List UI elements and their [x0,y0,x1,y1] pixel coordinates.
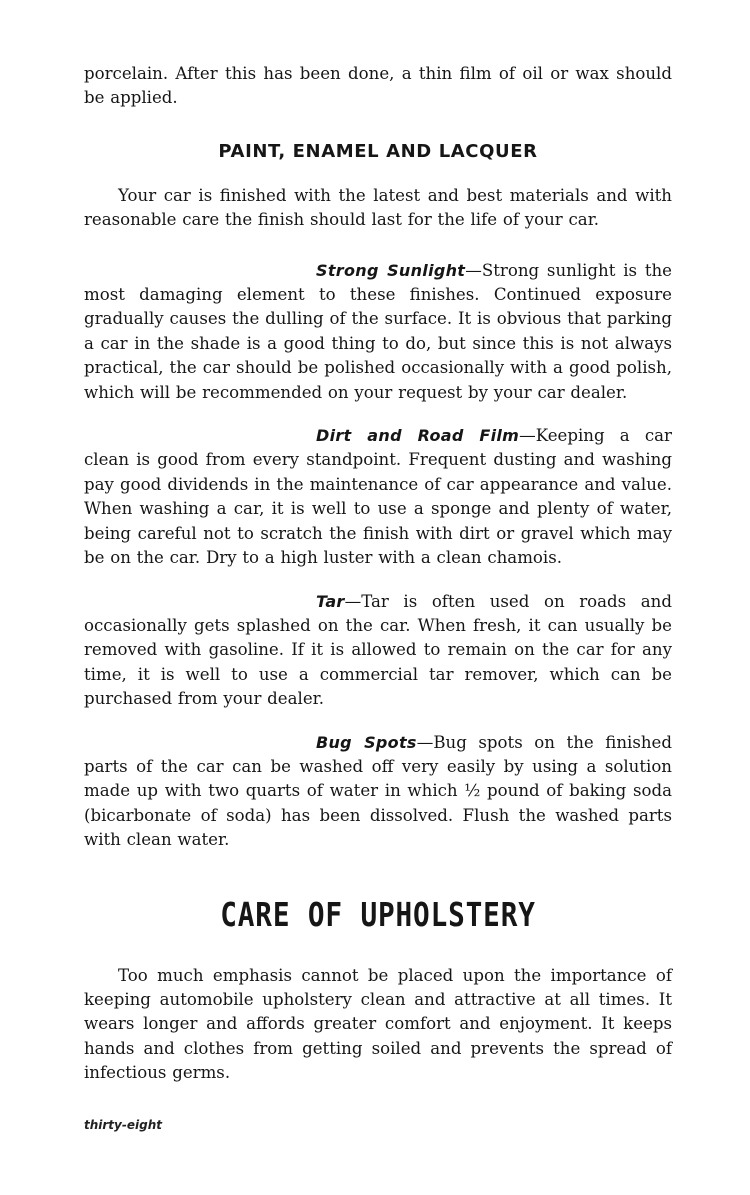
upholstery-paragraph: Too much emphasis cannot be placed upon the importance of keeping automobile upholstery clean and attractive at all times. It wears longer and affords greater comfort and enjoyment. It keeps hands and clothes from getting soiled and prevents the spread of infectious germs. [84,965,672,1083]
page-number: thirty-eight [84,1118,162,1132]
tar-title: Tar [316,591,345,611]
strong-sunlight-title: Strong Sunlight [316,260,466,280]
paint-intro-paragraph: Your car is finished with the latest and best materials and with reasonable care the finish should last for the life of your car. [84,185,672,230]
run-in-dash: — [519,426,536,446]
run-in-dash: — [344,591,362,611]
run-in-dash: — [416,732,434,752]
bug-spots-title: Bug Spots [316,732,417,752]
section-heading-upholstery: CARE OF UPHOLSTERY [220,894,536,934]
run-in-dash: — [465,260,482,280]
bug-spots-paragraph [84,731,672,853]
continued-paragraph: porcelain. After this has been done, a thin film of oil or wax should be applied. [84,64,672,108]
tar-text: Tar is often used on roads and occasionally gets splashed on the car. When fresh, it can usually be removed with gasoline. If it is allowed to remain on the car for any time, it is well to use a commercial tar remover, which can be purchased from your dealer. [84,591,672,709]
bug-spots-text: Bug spots on the finished parts of the car can be washed off very easily by using a solution made up with two quarts of water in which ½ pound of baking soda (bicarbonate of soda) has been dissolved. Flush the washed parts with clean water. [84,732,672,850]
dirt-road-film-paragraph [84,424,672,570]
tar-paragraph [84,590,672,712]
strong-sunlight-paragraph [84,259,672,405]
dirt-road-film-text: Keeping a car clean is good from every standpoint. Frequent dusting and washing pay good dividends in the maintenance of car appearance and value. When washing a car, it is well to use a sponge and plenty of water, being careful not to scratch the finish with dirt or gravel which may be on the car. Dry to a high luster with a clean chamois. [84,426,672,568]
section-heading-paint: PAINT, ENAMEL AND LACQUER [218,140,538,162]
dirt-road-film-title: Dirt and Road Film [316,426,520,446]
strong-sunlight-text: Strong sunlight is the most damaging element to these finishes. Continued exposure gradually causes the dulling of the surface. It is obvious that parking a car in the shade is a good thing to do, but since this is not always practical, the car should be polished occasionally with a good polish, which will be recommended on your request by your car dealer. [84,260,673,402]
